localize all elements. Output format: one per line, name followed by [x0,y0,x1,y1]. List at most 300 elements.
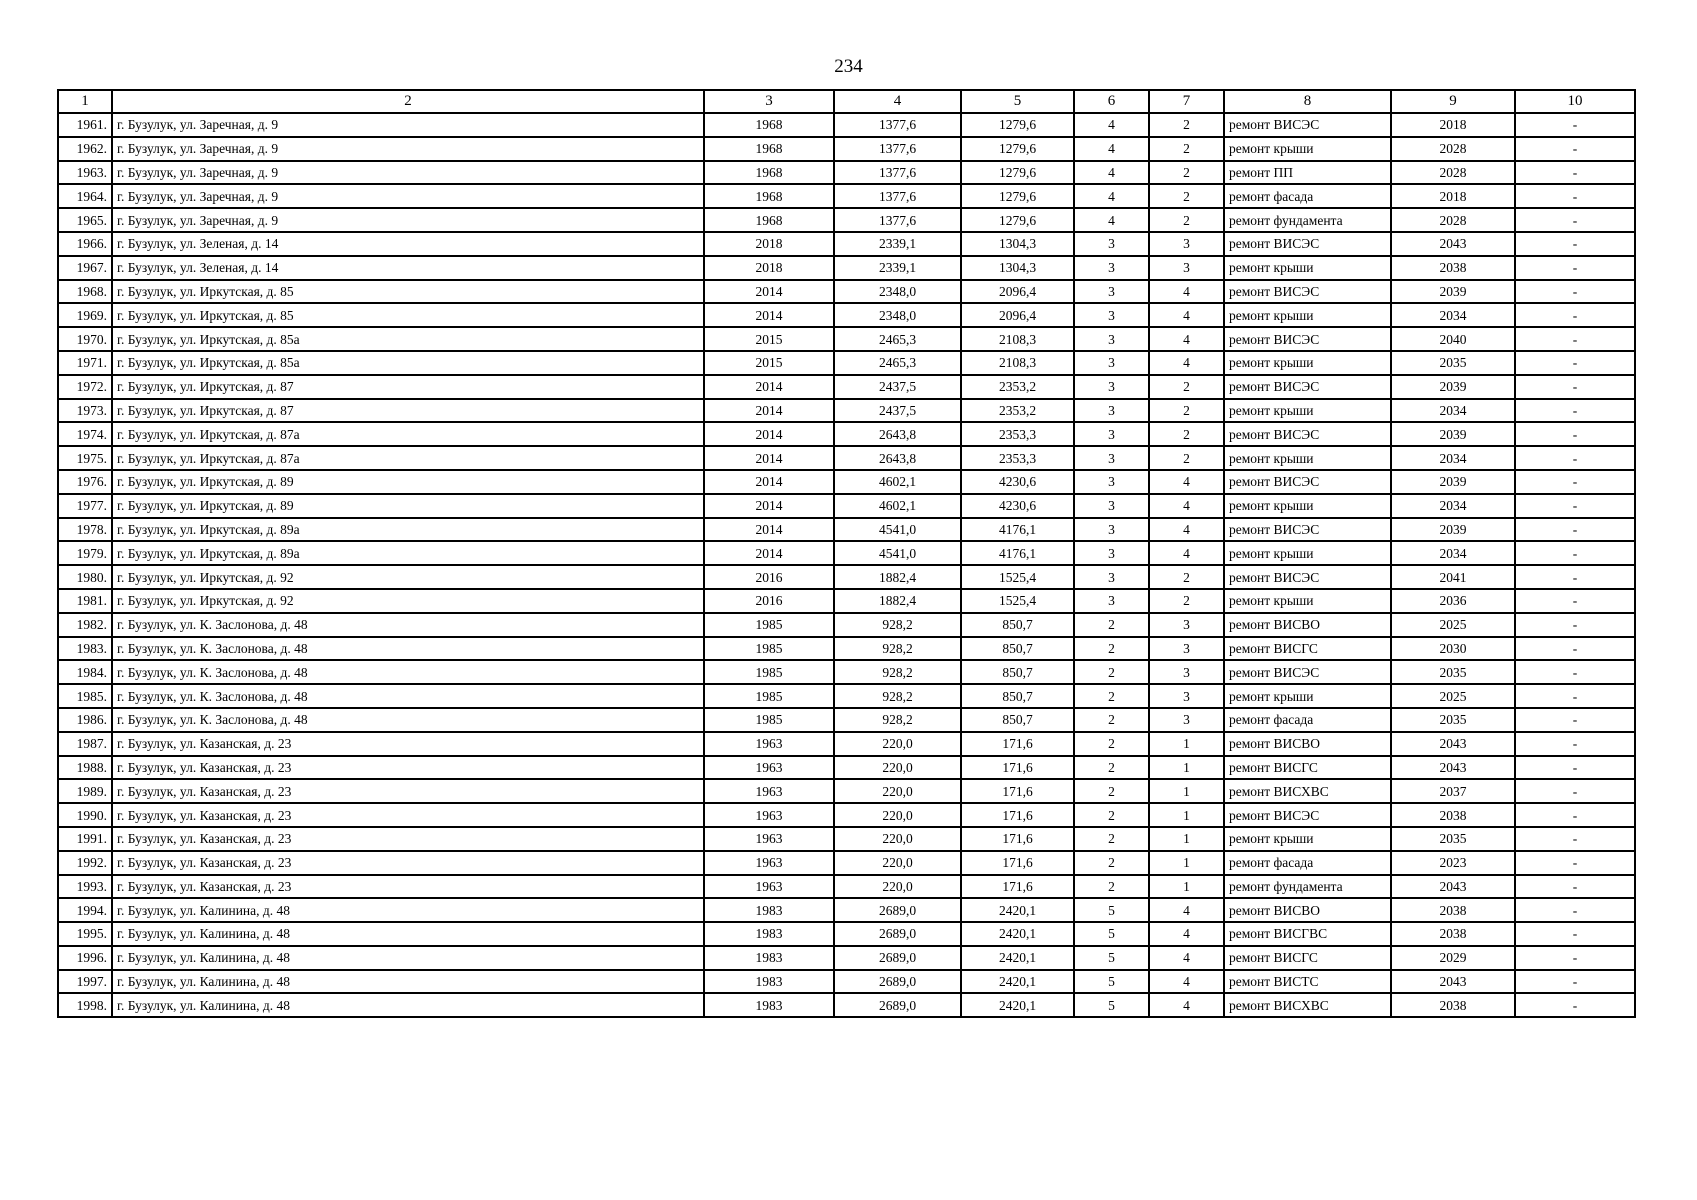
year-built-cell: 2014 [704,375,834,399]
floors-cell: 3 [1074,280,1149,304]
row-number-cell: 1969. [58,303,112,327]
entrances-cell: 3 [1149,637,1224,661]
floors-cell: 3 [1074,256,1149,280]
note-cell: - [1515,898,1635,922]
address-cell: г. Бузулук, ул. Иркутская, д. 87а [112,422,704,446]
row-number-cell: 1989. [58,779,112,803]
total-area-cell: 2643,8 [834,422,961,446]
total-area-cell: 2465,3 [834,351,961,375]
living-area-cell: 2096,4 [961,303,1074,327]
floors-cell: 3 [1074,446,1149,470]
address-cell: г. Бузулук, ул. Заречная, д. 9 [112,208,704,232]
floors-cell: 3 [1074,399,1149,423]
note-cell: - [1515,613,1635,637]
year-built-cell: 2014 [704,303,834,327]
note-cell: - [1515,494,1635,518]
entrances-cell: 2 [1149,113,1224,137]
living-area-cell: 1304,3 [961,256,1074,280]
floors-cell: 5 [1074,922,1149,946]
page-number: 234 [834,56,863,77]
address-cell: г. Бузулук, ул. Заречная, д. 9 [112,137,704,161]
floors-cell: 4 [1074,137,1149,161]
total-area-cell: 1882,4 [834,589,961,613]
total-area-cell: 4541,0 [834,541,961,565]
address-cell: г. Бузулук, ул. Иркутская, д. 92 [112,565,704,589]
note-cell: - [1515,375,1635,399]
entrances-cell: 1 [1149,827,1224,851]
table-row [58,399,1635,423]
work-type-cell: ремонт ВИСХВС [1224,993,1391,1017]
planned-year-cell: 2038 [1391,803,1515,827]
address-cell: г. Бузулук, ул. Иркутская, д. 87а [112,446,704,470]
total-area-cell: 2689,0 [834,922,961,946]
note-cell: - [1515,446,1635,470]
table-row [58,898,1635,922]
row-number-cell: 1964. [58,184,112,208]
planned-year-cell: 2035 [1391,708,1515,732]
entrances-cell: 3 [1149,232,1224,256]
planned-year-cell: 2018 [1391,184,1515,208]
year-built-cell: 1963 [704,851,834,875]
total-area-cell: 928,2 [834,637,961,661]
work-type-cell: ремонт крыши [1224,684,1391,708]
note-cell: - [1515,803,1635,827]
year-built-cell: 2014 [704,422,834,446]
note-cell: - [1515,232,1635,256]
total-area-cell: 4541,0 [834,518,961,542]
work-type-cell: ремонт крыши [1224,137,1391,161]
planned-year-cell: 2038 [1391,256,1515,280]
work-type-cell: ремонт крыши [1224,541,1391,565]
row-number-cell: 1996. [58,946,112,970]
row-number-cell: 1979. [58,541,112,565]
entrances-cell: 3 [1149,256,1224,280]
address-cell: г. Бузулук, ул. Иркутская, д. 87 [112,375,704,399]
living-area-cell: 2420,1 [961,922,1074,946]
floors-cell: 2 [1074,851,1149,875]
work-type-cell: ремонт фундамента [1224,875,1391,899]
address-cell: г. Бузулук, ул. Калинина, д. 48 [112,993,704,1017]
year-built-cell: 1968 [704,184,834,208]
work-type-cell: ремонт ВИСГС [1224,946,1391,970]
entrances-cell: 4 [1149,494,1224,518]
planned-year-cell: 2038 [1391,898,1515,922]
row-number-cell: 1981. [58,589,112,613]
table-row [58,827,1635,851]
entrances-cell: 4 [1149,327,1224,351]
floors-cell: 5 [1074,898,1149,922]
planned-year-cell: 2028 [1391,161,1515,185]
work-type-cell: ремонт ВИСГВС [1224,922,1391,946]
year-built-cell: 2014 [704,280,834,304]
note-cell: - [1515,351,1635,375]
planned-year-cell: 2039 [1391,375,1515,399]
row-number-cell: 1972. [58,375,112,399]
entrances-cell: 1 [1149,779,1224,803]
work-type-cell: ремонт фасада [1224,184,1391,208]
living-area-cell: 2420,1 [961,993,1074,1017]
floors-cell: 3 [1074,351,1149,375]
living-area-cell: 2353,3 [961,446,1074,470]
address-cell: г. Бузулук, ул. К. Заслонова, д. 48 [112,708,704,732]
work-type-cell: ремонт ВИСЭС [1224,280,1391,304]
living-area-cell: 4230,6 [961,470,1074,494]
living-area-cell: 2353,2 [961,375,1074,399]
column-header: 9 [1391,90,1515,113]
address-cell: г. Бузулук, ул. Казанская, д. 23 [112,851,704,875]
row-number-cell: 1991. [58,827,112,851]
living-area-cell: 2108,3 [961,351,1074,375]
table-row [58,351,1635,375]
table-header-row [58,90,1635,113]
entrances-cell: 2 [1149,208,1224,232]
total-area-cell: 2689,0 [834,898,961,922]
address-cell: г. Бузулук, ул. Зеленая, д. 14 [112,256,704,280]
floors-cell: 2 [1074,779,1149,803]
note-cell: - [1515,708,1635,732]
work-type-cell: ремонт ВИСХВС [1224,779,1391,803]
living-area-cell: 1279,6 [961,184,1074,208]
planned-year-cell: 2034 [1391,303,1515,327]
living-area-cell: 1525,4 [961,565,1074,589]
floors-cell: 3 [1074,541,1149,565]
table-row [58,541,1635,565]
floors-cell: 2 [1074,756,1149,780]
planned-year-cell: 2043 [1391,232,1515,256]
total-area-cell: 928,2 [834,708,961,732]
floors-cell: 4 [1074,184,1149,208]
work-type-cell: ремонт фундамента [1224,208,1391,232]
planned-year-cell: 2043 [1391,732,1515,756]
address-cell: г. Бузулук, ул. Казанская, д. 23 [112,779,704,803]
living-area-cell: 2353,2 [961,399,1074,423]
row-number-cell: 1966. [58,232,112,256]
row-number-cell: 1968. [58,280,112,304]
total-area-cell: 4602,1 [834,494,961,518]
entrances-cell: 4 [1149,898,1224,922]
entrances-cell: 4 [1149,541,1224,565]
row-number-cell: 1980. [58,565,112,589]
row-number-cell: 1974. [58,422,112,446]
total-area-cell: 928,2 [834,660,961,684]
total-area-cell: 4602,1 [834,470,961,494]
total-area-cell: 220,0 [834,875,961,899]
note-cell: - [1515,518,1635,542]
table-row [58,946,1635,970]
year-built-cell: 1963 [704,827,834,851]
total-area-cell: 2465,3 [834,327,961,351]
living-area-cell: 1279,6 [961,208,1074,232]
column-header: 10 [1515,90,1635,113]
note-cell: - [1515,637,1635,661]
row-number-cell: 1987. [58,732,112,756]
planned-year-cell: 2034 [1391,399,1515,423]
living-area-cell: 1279,6 [961,161,1074,185]
total-area-cell: 2348,0 [834,303,961,327]
work-type-cell: ремонт крыши [1224,351,1391,375]
planned-year-cell: 2035 [1391,660,1515,684]
work-type-cell: ремонт крыши [1224,446,1391,470]
note-cell: - [1515,280,1635,304]
table-row [58,922,1635,946]
row-number-cell: 1988. [58,756,112,780]
work-type-cell: ремонт крыши [1224,303,1391,327]
address-cell: г. Бузулук, ул. Казанская, д. 23 [112,875,704,899]
living-area-cell: 4176,1 [961,541,1074,565]
entrances-cell: 1 [1149,732,1224,756]
floors-cell: 2 [1074,660,1149,684]
year-built-cell: 1968 [704,113,834,137]
note-cell: - [1515,399,1635,423]
address-cell: г. Бузулук, ул. Иркутская, д. 89а [112,541,704,565]
table-row [58,113,1635,137]
planned-year-cell: 2038 [1391,922,1515,946]
entrances-cell: 4 [1149,970,1224,994]
year-built-cell: 1968 [704,137,834,161]
table-row [58,732,1635,756]
address-cell: г. Бузулук, ул. Заречная, д. 9 [112,113,704,137]
row-number-cell: 1973. [58,399,112,423]
year-built-cell: 1983 [704,993,834,1017]
living-area-cell: 1279,6 [961,137,1074,161]
planned-year-cell: 2043 [1391,875,1515,899]
row-number-cell: 1993. [58,875,112,899]
row-number-cell: 1970. [58,327,112,351]
table-row [58,327,1635,351]
living-area-cell: 1525,4 [961,589,1074,613]
planned-year-cell: 2025 [1391,613,1515,637]
row-number-cell: 1992. [58,851,112,875]
address-cell: г. Бузулук, ул. Калинина, д. 48 [112,922,704,946]
year-built-cell: 1983 [704,946,834,970]
table-row [58,256,1635,280]
total-area-cell: 220,0 [834,779,961,803]
total-area-cell: 2339,1 [834,256,961,280]
note-cell: - [1515,137,1635,161]
table-row [58,375,1635,399]
table-row [58,613,1635,637]
total-area-cell: 2689,0 [834,993,961,1017]
total-area-cell: 1377,6 [834,161,961,185]
entrances-cell: 4 [1149,922,1224,946]
address-cell: г. Бузулук, ул. Казанская, д. 23 [112,756,704,780]
work-type-cell: ремонт крыши [1224,399,1391,423]
planned-year-cell: 2043 [1391,970,1515,994]
work-type-cell: ремонт ВИСЭС [1224,422,1391,446]
living-area-cell: 171,6 [961,851,1074,875]
total-area-cell: 1377,6 [834,137,961,161]
living-area-cell: 171,6 [961,732,1074,756]
year-built-cell: 1985 [704,660,834,684]
planned-year-cell: 2034 [1391,494,1515,518]
entrances-cell: 1 [1149,851,1224,875]
year-built-cell: 1963 [704,803,834,827]
year-built-cell: 1985 [704,637,834,661]
address-cell: г. Бузулук, ул. Иркутская, д. 89 [112,494,704,518]
floors-cell: 2 [1074,875,1149,899]
year-built-cell: 1983 [704,898,834,922]
floors-cell: 3 [1074,589,1149,613]
living-area-cell: 850,7 [961,613,1074,637]
column-header: 3 [704,90,834,113]
planned-year-cell: 2030 [1391,637,1515,661]
table-row [58,993,1635,1017]
year-built-cell: 2018 [704,256,834,280]
living-area-cell: 850,7 [961,660,1074,684]
note-cell: - [1515,589,1635,613]
work-type-cell: ремонт ВИСЭС [1224,803,1391,827]
year-built-cell: 1985 [704,684,834,708]
total-area-cell: 1377,6 [834,208,961,232]
table-row [58,518,1635,542]
address-cell: г. Бузулук, ул. Калинина, д. 48 [112,898,704,922]
note-cell: - [1515,422,1635,446]
note-cell: - [1515,732,1635,756]
column-header: 8 [1224,90,1391,113]
table-row [58,494,1635,518]
entrances-cell: 4 [1149,993,1224,1017]
living-area-cell: 171,6 [961,827,1074,851]
address-cell: г. Бузулук, ул. Казанская, д. 23 [112,732,704,756]
living-area-cell: 2096,4 [961,280,1074,304]
floors-cell: 4 [1074,113,1149,137]
column-header: 7 [1149,90,1224,113]
planned-year-cell: 2035 [1391,827,1515,851]
table-row [58,565,1635,589]
entrances-cell: 3 [1149,684,1224,708]
note-cell: - [1515,565,1635,589]
note-cell: - [1515,208,1635,232]
total-area-cell: 220,0 [834,732,961,756]
entrances-cell: 2 [1149,184,1224,208]
year-built-cell: 1983 [704,970,834,994]
work-type-cell: ремонт ВИСЭС [1224,518,1391,542]
floors-cell: 5 [1074,946,1149,970]
planned-year-cell: 2018 [1391,113,1515,137]
floors-cell: 3 [1074,565,1149,589]
table-row [58,756,1635,780]
entrances-cell: 2 [1149,137,1224,161]
floors-cell: 3 [1074,470,1149,494]
planned-year-cell: 2034 [1391,446,1515,470]
living-area-cell: 2420,1 [961,898,1074,922]
table-row [58,470,1635,494]
row-number-cell: 1978. [58,518,112,542]
note-cell: - [1515,303,1635,327]
year-built-cell: 1968 [704,208,834,232]
address-cell: г. Бузулук, ул. К. Заслонова, д. 48 [112,637,704,661]
total-area-cell: 220,0 [834,851,961,875]
table-row [58,184,1635,208]
note-cell: - [1515,946,1635,970]
table-row [58,660,1635,684]
row-number-cell: 1984. [58,660,112,684]
table-row [58,232,1635,256]
living-area-cell: 171,6 [961,875,1074,899]
total-area-cell: 2643,8 [834,446,961,470]
address-cell: г. Бузулук, ул. Иркутская, д. 87 [112,399,704,423]
work-type-cell: ремонт ВИСТС [1224,970,1391,994]
table-row [58,851,1635,875]
total-area-cell: 2437,5 [834,399,961,423]
work-type-cell: ремонт крыши [1224,589,1391,613]
row-number-cell: 1985. [58,684,112,708]
year-built-cell: 1963 [704,875,834,899]
work-type-cell: ремонт ВИСЭС [1224,660,1391,684]
total-area-cell: 1882,4 [834,565,961,589]
table-row [58,137,1635,161]
living-area-cell: 2353,3 [961,422,1074,446]
planned-year-cell: 2035 [1391,351,1515,375]
row-number-cell: 1975. [58,446,112,470]
total-area-cell: 1377,6 [834,184,961,208]
entrances-cell: 4 [1149,280,1224,304]
table-row [58,303,1635,327]
year-built-cell: 2016 [704,589,834,613]
living-area-cell: 4230,6 [961,494,1074,518]
work-type-cell: ремонт фасада [1224,708,1391,732]
total-area-cell: 1377,6 [834,113,961,137]
planned-year-cell: 2029 [1391,946,1515,970]
entrances-cell: 4 [1149,946,1224,970]
total-area-cell: 220,0 [834,756,961,780]
total-area-cell: 2689,0 [834,946,961,970]
work-type-cell: ремонт ВИСЭС [1224,375,1391,399]
note-cell: - [1515,470,1635,494]
work-type-cell: ремонт ВИСГС [1224,756,1391,780]
column-header: 1 [58,90,112,113]
planned-year-cell: 2038 [1391,993,1515,1017]
total-area-cell: 2437,5 [834,375,961,399]
table-row [58,684,1635,708]
row-number-cell: 1997. [58,970,112,994]
total-area-cell: 2348,0 [834,280,961,304]
note-cell: - [1515,779,1635,803]
table-row [58,280,1635,304]
entrances-cell: 3 [1149,613,1224,637]
note-cell: - [1515,327,1635,351]
row-number-cell: 1967. [58,256,112,280]
planned-year-cell: 2039 [1391,422,1515,446]
year-built-cell: 1963 [704,756,834,780]
address-cell: г. Бузулук, ул. Иркутская, д. 92 [112,589,704,613]
row-number-cell: 1963. [58,161,112,185]
planned-year-cell: 2039 [1391,518,1515,542]
entrances-cell: 4 [1149,518,1224,542]
planned-year-cell: 2041 [1391,565,1515,589]
row-number-cell: 1961. [58,113,112,137]
entrances-cell: 4 [1149,470,1224,494]
entrances-cell: 1 [1149,803,1224,827]
floors-cell: 2 [1074,732,1149,756]
note-cell: - [1515,660,1635,684]
planned-year-cell: 2023 [1391,851,1515,875]
year-built-cell: 2014 [704,541,834,565]
planned-year-cell: 2039 [1391,470,1515,494]
floors-cell: 2 [1074,684,1149,708]
floors-cell: 3 [1074,422,1149,446]
year-built-cell: 2018 [704,232,834,256]
row-number-cell: 1962. [58,137,112,161]
living-area-cell: 850,7 [961,684,1074,708]
work-type-cell: ремонт ВИСЭС [1224,327,1391,351]
entrances-cell: 2 [1149,589,1224,613]
year-built-cell: 1963 [704,779,834,803]
table-row [58,803,1635,827]
repair-schedule-table [57,89,1636,1018]
row-number-cell: 1971. [58,351,112,375]
year-built-cell: 2014 [704,470,834,494]
